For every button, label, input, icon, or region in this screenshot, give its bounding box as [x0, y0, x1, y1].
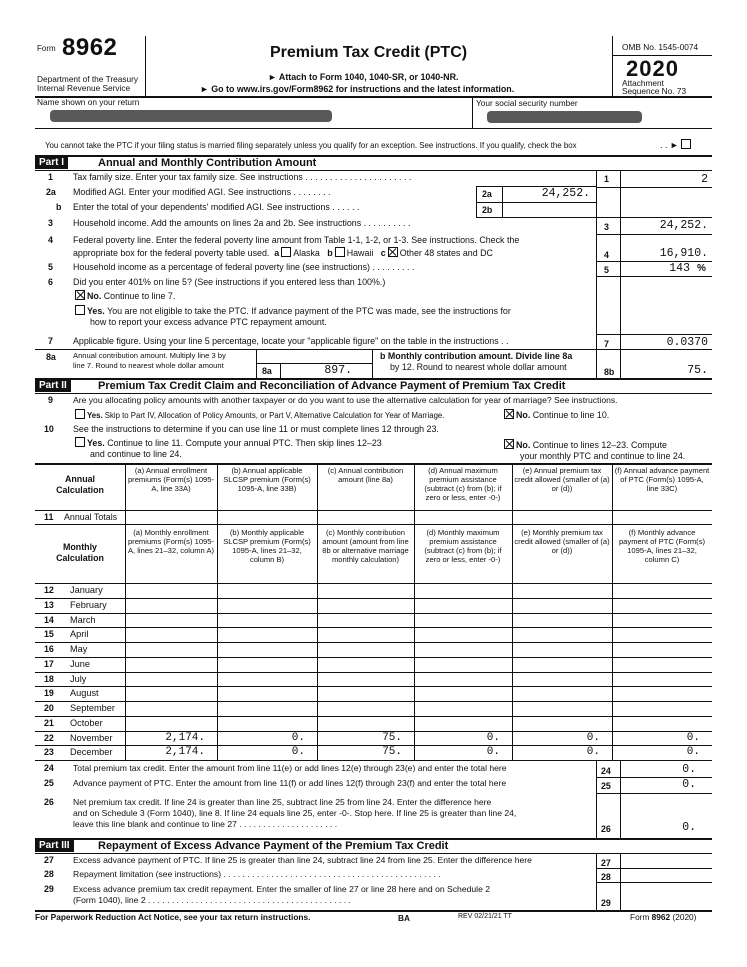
attach-line: ► Attach to Form 1040, 1040-SR, or 1040-NR.	[268, 72, 459, 82]
month-cell-d[interactable]: 0.	[486, 731, 500, 744]
month-name: September	[70, 703, 115, 713]
column-divider	[612, 463, 613, 524]
line3-label: Household income. Add the amounts on lines 2a and 2b. See instructions . . . . . . . . . .	[73, 218, 411, 228]
month-cell-a[interactable]: 2,174.	[165, 731, 205, 744]
row-divider	[35, 598, 712, 599]
line9-label: Are you allocating policy amounts with another taxpayer or do you want to use the alternative calculation for year of marriage? See instructions.	[73, 395, 618, 405]
line7-label: Applicable figure. Using your line 5 percentage, locate your "applicable figure" on the table in the instructions . .	[73, 336, 509, 346]
line5-label: Household income as a percentage of federal poverty line (see instructions) . . . . . . . . .	[73, 262, 415, 272]
month-line-number: 17	[44, 658, 54, 669]
month-name: December	[70, 747, 113, 758]
monthly-col-head-d: (d) Monthly maximum premium assistance (subtract (c) from (b); if zero or less, enter -0-)	[424, 528, 502, 564]
line6-no-option[interactable]: No. Continue to line 7.	[73, 290, 175, 302]
redacted-ssn	[487, 111, 642, 123]
line6-yes-option[interactable]: Yes. You are not eligible to take the PTC. If advance payment of the PTC was made, see the instructions for	[73, 305, 511, 317]
monthly-col-head-c: (c) Monthly contribution amount (amount from line 8b or alternative marriage monthly calculation)	[322, 528, 409, 564]
footer-ba: BA	[398, 913, 410, 923]
line10-no-text2: your monthly PTC and continue to line 24.	[520, 451, 686, 461]
footer-paperwork-notice: For Paperwork Reduction Act Notice, see your tax return instructions.	[35, 912, 311, 922]
line2a-value[interactable]: 24,252.	[541, 187, 590, 200]
month-cell-b[interactable]: 0.	[291, 746, 305, 759]
column-divider	[317, 463, 318, 524]
month-cell-a[interactable]: 2,174.	[165, 746, 205, 759]
married-filing-note: You cannot take the PTC if your filing status is married filing separately unless you qualify for an exception. See instructions. If you qualify, check the box	[45, 141, 577, 150]
hawaii-checkbox[interactable]	[335, 247, 345, 257]
month-name: May	[70, 644, 88, 654]
column-divider	[612, 524, 613, 760]
line6-label: Did you enter 401% on line 5? (See instructions if you entered less than 100%.)	[73, 277, 386, 287]
line8a-value[interactable]: 897.	[324, 364, 352, 377]
month-cell-e[interactable]: 0.	[586, 746, 600, 759]
line28-label: Repayment limitation (see instructions) . . . . . . . . . . . . . . . . . . . . . . . . . . . . . . . . . . . . . . . . . . . . . .	[73, 869, 441, 879]
line10-no-option[interactable]: No. Continue to lines 12–23. Compute	[502, 439, 667, 451]
redacted-name	[50, 110, 332, 122]
month-name: November	[70, 732, 113, 743]
monthly-col-head-b: (b) Monthly applicable SLCSP premium (Form(s) 1095-A, lines 21–32, column B)	[223, 528, 311, 564]
month-name: October	[70, 717, 103, 728]
percent-sign: %	[697, 263, 706, 274]
line10-yes-text2: and continue to line 24.	[90, 449, 182, 459]
month-line-number: 13	[44, 599, 54, 610]
part2-title: Premium Tax Credit Claim and Reconciliation of Advance Payment of Premium Tax Credit	[98, 380, 566, 392]
month-line-number: 14	[44, 614, 54, 625]
column-divider	[125, 463, 126, 524]
line4-poverty-table: appropriate box for the federal poverty table used. a Alaska b Hawaii c Other 48 states and DC	[73, 248, 493, 258]
month-line-number: 22	[44, 732, 54, 743]
line10-label: See the instructions to determine if you can use line 11 or must complete lines 12 through 23.	[73, 424, 439, 434]
month-line-number: 18	[44, 673, 54, 684]
line7-value[interactable]: 0.0370	[666, 336, 708, 349]
part3-title: Repayment of Excess Advance Payment of the Premium Tax Credit	[98, 840, 449, 852]
line5-value[interactable]: 143	[669, 262, 690, 275]
tax-year: 2020	[626, 56, 679, 81]
line24-value[interactable]: 0.	[682, 763, 696, 776]
row-divider	[35, 672, 712, 673]
line9-yes-option[interactable]: Yes. Skip to Part IV, Allocation of Policy Amounts, or Part V, Alternative Calculation for Year of Marriage.	[73, 409, 444, 420]
annual-col-head-f: (f) Annual advance payment of PTC (Form(s) 1095-A, line 33C)	[614, 466, 710, 493]
line1-label: Tax family size. Enter your tax family size. See instructions . . . . . . . . . . . . . . . . . . . . . .	[73, 172, 412, 182]
annual-col-head-e: (e) Annual premium tax credit allowed (smaller of (a) or (d))	[514, 466, 610, 493]
alaska-checkbox[interactable]	[281, 247, 291, 257]
row-divider	[35, 701, 712, 702]
dept-line1: Department of the Treasury	[37, 74, 138, 84]
column-divider	[125, 524, 126, 760]
column-divider	[414, 524, 415, 760]
line1-value[interactable]: 2	[701, 173, 708, 186]
line4-value[interactable]: 16,910.	[659, 247, 708, 260]
row-divider	[35, 627, 712, 628]
line24-label: Total premium tax credit. Enter the amount from line 11(e) or add lines 12(e) through 23(e) and enter the total here	[73, 763, 507, 773]
month-line-number: 20	[44, 703, 54, 713]
month-cell-f[interactable]: 0.	[686, 746, 700, 759]
other-48-states-checkbox[interactable]	[388, 247, 398, 257]
column-divider	[217, 463, 218, 524]
monthly-col-head-a: (a) Monthly enrollment premiums (Form(s) 1095-A, lines 21–32, column A)	[127, 528, 215, 555]
form-number: 8962	[62, 34, 118, 61]
month-name: February	[70, 599, 107, 610]
line26-value[interactable]: 0.	[682, 821, 696, 834]
month-name: January	[70, 585, 103, 595]
footer-revision: REV 02/21/21 TT	[458, 913, 512, 920]
column-divider	[217, 524, 218, 760]
month-line-number: 19	[44, 688, 54, 699]
line26-label: Net premium tax credit. If line 24 is greater than line 25, subtract line 25 from line 24. Enter the difference here and on Schedule 3 (Form 1040), line 8. If line 24 equals line 25, enter -0-. Stop here. If line 25 is greater than line 24, leave this line blank and continue to line 27 . . . . . . . . . . . . . . . . . . . . .	[73, 797, 517, 829]
form-label: Form	[37, 44, 56, 53]
month-line-number: 21	[44, 717, 54, 728]
annual-calculation-label: Annual Calculation	[56, 474, 104, 495]
omb-number: OMB No. 1545-0074	[622, 42, 699, 52]
line25-label: Advance payment of PTC. Enter the amount from line 11(f) or add lines 12(f) through 23(f) and enter the total here	[73, 778, 507, 788]
married-exception-checkbox[interactable]: . . ►	[660, 139, 693, 151]
month-name: April	[70, 629, 89, 640]
month-cell-d[interactable]: 0.	[486, 746, 500, 759]
line2b-label: Enter the total of your dependents' modified AGI. See instructions . . . . . .	[73, 202, 360, 212]
row-divider	[35, 642, 712, 643]
row-divider	[35, 613, 712, 614]
month-line-number: 12	[44, 585, 54, 595]
row-divider	[35, 686, 712, 687]
month-cell-f[interactable]: 0.	[686, 731, 700, 744]
line9-no-option[interactable]: No. Continue to line 10.	[502, 409, 609, 421]
line29-label: Excess advance premium tax credit repayment. Enter the smaller of line 27 or line 28 here and on Schedule 2 (Form 1040), line 2 . . . . . . . . . . . . . . . . . . . . . . . . . . . . . . . . . . . . . . . . . . .	[73, 884, 491, 905]
month-line-number: 15	[44, 629, 54, 640]
column-divider	[414, 463, 415, 524]
line11-label: Annual Totals	[64, 512, 118, 522]
annual-col-head-c: (c) Annual contribution amount (line 8a)	[327, 466, 404, 484]
month-line-number: 16	[44, 644, 54, 654]
part1-tag: Part I	[35, 156, 68, 169]
annual-col-head-d: (d) Annual maximum premium assistance (subtract (c) from (b); if zero or less, enter -0-)	[424, 466, 502, 502]
row-divider	[35, 716, 712, 717]
row-divider	[35, 657, 712, 658]
part3-tag: Part III	[35, 839, 74, 852]
line8b-value[interactable]: 75.	[687, 364, 708, 377]
month-name: March	[70, 614, 96, 625]
part2-tag: Part II	[35, 379, 71, 392]
line10-yes-option[interactable]: Yes. Continue to line 11. Compute your annual PTC. Then skip lines 12–23	[73, 437, 382, 449]
form-title: Premium Tax Credit (PTC)	[270, 44, 468, 61]
month-cell-c[interactable]: 75.	[382, 731, 402, 744]
line25-value[interactable]: 0.	[682, 778, 696, 791]
annual-col-head-b: (b) Annual applicable SLCSP premium (Form(s) 1095-A, line 33B)	[223, 466, 311, 493]
column-divider	[512, 463, 513, 524]
month-line-number: 23	[44, 747, 54, 758]
monthly-col-head-f: (f) Monthly advance payment of PTC (Form(s) 1095-A, lines 21–32, column C)	[618, 528, 706, 564]
month-cell-e[interactable]: 0.	[586, 731, 600, 744]
line4-label: Federal poverty line. Enter the federal poverty line amount from Table 1-1, 1-2, or 1-3. See instructions. Check the	[73, 235, 520, 245]
month-name: July	[70, 673, 87, 684]
ssn-label: Your social security number	[476, 98, 578, 108]
part1-title: Annual and Monthly Contribution Amount	[98, 157, 317, 169]
month-cell-c[interactable]: 75.	[382, 746, 402, 759]
column-divider	[512, 524, 513, 760]
line8a-label: Annual contribution amount. Multiply line 3 by line 7. Round to nearest whole dollar amount	[73, 351, 226, 370]
monthly-calculation-label: Monthly Calculation	[56, 542, 104, 563]
month-name: August	[70, 688, 99, 699]
line6-yes-text2: how to report your excess advance PTC repayment amount.	[90, 317, 327, 327]
column-divider	[317, 524, 318, 760]
footer-form-id: Form 8962 (2020)	[630, 912, 697, 922]
annual-col-head-a: (a) Annual enrollment premiums (Form(s) 1095-A, line 33A)	[127, 466, 215, 493]
line3-value[interactable]: 24,252.	[659, 219, 708, 232]
name-label: Name shown on your return	[37, 97, 140, 107]
sequence-number: Sequence No. 73	[622, 86, 687, 96]
month-cell-b[interactable]: 0.	[291, 731, 305, 744]
line8b-label: b Monthly contribution amount. Divide line 8a by 12. Round to nearest whole dollar amount	[380, 351, 573, 372]
monthly-col-head-e: (e) Monthly premium tax credit allowed (smaller of (a) or (d))	[514, 528, 610, 555]
attachment-label: Attachment	[622, 78, 664, 88]
form-8962-page: Form 8962 Department of the Treasury Internal Revenue Service Premium Tax Credit (PTC) ► Attach to Form 1040, 1040-SR, or 1040-NR. ► Go to www.irs.gov/Form8962 for instructions and the latest information. OMB No. 1545-0074 2020 Attachment Sequence No. 73 Name shown on your return Your social security number You cannot take the PTC if your filing status is married filing separately unless you qualify for an exception. See instructions. If you qualify, check the box . . ► Part I Annual and Monthly Contribution Amount 1 Tax family size. Enter your tax family size. See instructions . . . . . . . . . . . . . . . . . . . . . . 1 2 2a Modified AGI. Enter your modified AGI. See instructions . . . . . . . . 2a 24,252. b Enter the total of your dependents' modified AGI. See instructions . . . . . . 2b 3 Household income. Add the amounts on lines 2a and 2b. See instructions . . . . . . . . . . 3 24,252. 4 Federal poverty line. Enter the federal poverty line amount from Table 1-1, 1-2, or 1-3. See instructions. Check the appropriate box for the federal poverty table used. a Alaska b Hawaii c Other 48 states and DC 4 16,910. 5 Household income as a percentage of federal poverty line (see instructions) . . . . . . . . . 5 143 % 6 Did you enter 401% on line 5? (See instructions if you entered less than 100%.) No. Continue to line 7. Yes. You are not eligible to take the PTC. If advance payment of the PTC was made, see the instructions for how to report your excess advance PTC repayment amount. 7 Applicable figure. Using your line 5 percentage, locate your "applicable figure" on the table in the instructions . . 7 0.0370 8a Annual contribution amount. Multiply line 3 by line 7. Round to nearest whole dollar amount 8a 897. b Monthly contribution amount. Divide line 8a by 12. Round to nearest whole dollar amount 8b 75. Part II Premium Tax Credit Claim and Reconciliation of Advance Payment of Premium Tax Credit 9 Are you allocating policy amounts with another taxpayer or do you want to use the alternative calculation for year of marriage? See instructions. Yes. Skip to Part IV, Allocation of Policy Amounts, or Part V, Alternative Calculation for Year of Marriage. No. Continue to line 10. 10 See the instructions to determine if you can use line 11 or must complete lines 12 through 23. Yes. Continue to line 11. Compute your annual PTC. Then skip lines 12–23 and continue to line 24. No. Continue to lines 12–23. Compute your monthly PTC and continue to line 24. Annual Calculation (a) Annual enrollment premiums (Form(s) 1095-A, line 33A) (b) Annual applicable SLCSP premium (Form(s) 1095-A, line 33B) (c) Annual contribution amount (line 8a) (d) Annual maximum premium assistance (subtract (c) from (b); if zero or less, enter -0-) (e) Annual premium tax credit allowed (smaller of (a) or (d)) (f) Annual advance payment of PTC (Form(s) 1095-A, line 33C) 11 Annual Totals Monthly Calculation (a) Monthly enrollment premiums (Form(s) 1095-A, lines 21–32, column A) (b) Monthly applicable SLCSP premium (Form(s) 1095-A, lines 21–32, column B) (c) Monthly contribution amount (amount from line 8b or alternative marriage monthly calculation) (d) Monthly maximum premium assistance (subtract (c) from (b); if zero or less, enter -0-) (e) Monthly premium tax credit allowed (smaller of (a) or (d)) (f) Monthly advance payment of PTC (Form(s) 1095-A, lines 21–32, column C) 12 January 13 February 14 March 15 April 16 May 17 June 18 July 19 August 20 September 21 October 22 November 2,174. 0. 75. 0. 0. 0. 23 December 2,174. 0. 75. 0. 0. 0. 24 Total premium tax credit. Enter the amount from line 11(e) or add lines 12(e) through 23(e) and enter the total here 24 0. 25 Advance payment of PTC. Enter the amount from line 11(f) or add lines 12(f) through 23(f) and enter the total here 25 0. 26 Net premium tax credit. If line 24 is greater than line 25, subtract line 25 from line 24. Enter the difference here and on Schedule 3 (Form 1040), line 8. If line 24 equals line 25, enter -0-. Stop here. If line 25 is greater than line 24, leave this line blank and continue to line 27 . . . . . . . . . . . . . . . . . . . . . 26 0. Part III Repayment of Excess Advance Payment of the Premium Tax Credit 27 Excess advance payment of PTC. If line 25 is greater than line 24, subtract line 24 from line 25. Enter the difference here 27 28 Repayment limitation (see instructions) . . . . . . . . . . . . . . . . . . . . . . . . . . . . . . . . . . . . . . . . . . . . . . 28 29 Excess advance premium tax credit repayment. Enter the smaller of line 27 or line 28 here and on Schedule 2 (Form 1040), line 2 . . . . . . . . . . . . . . . . . . . . . . . . . . . . . . . . . . . . . . . . . . . 29 For Paperwork Reduction Act Notice, see your tax return instructions. BA REV 02/21/21 TT Form 8962 (2020)	[0, 0, 747, 967]
dept-line2: Internal Revenue Service	[37, 83, 131, 93]
line27-label: Excess advance payment of PTC. If line 25 is greater than line 24, subtract line 24 from line 25. Enter the difference here	[73, 855, 532, 865]
line2a-label: Modified AGI. Enter your modified AGI. See instructions . . . . . . . .	[73, 187, 331, 197]
goto-line: ► Go to www.irs.gov/Form8962 for instructions and the latest information.	[200, 84, 515, 94]
month-name: June	[70, 658, 90, 669]
